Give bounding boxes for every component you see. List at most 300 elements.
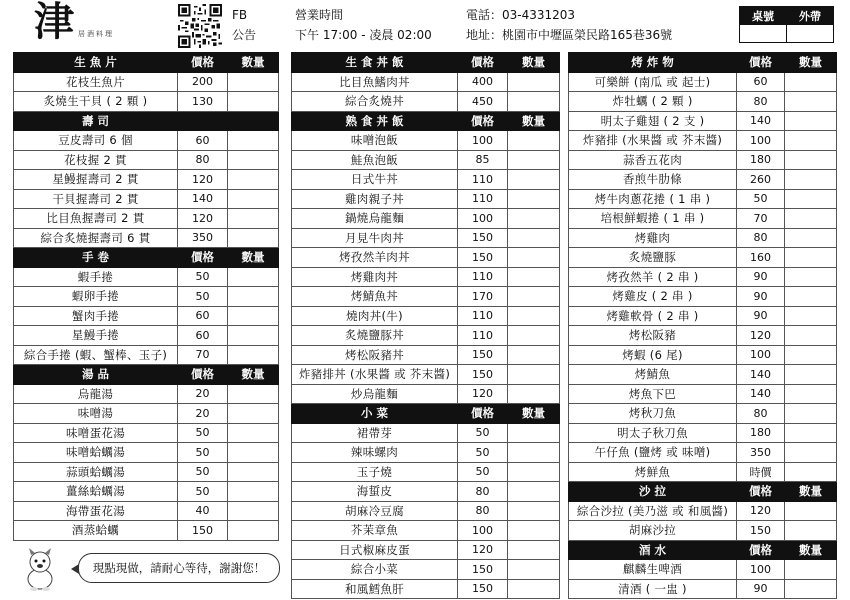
- item-price: 110: [458, 267, 508, 287]
- quantity-field[interactable]: [508, 228, 560, 248]
- item-name: 烤鯖魚: [569, 365, 737, 385]
- menu-item-row: [14, 501, 279, 521]
- section-title: 壽 司: [14, 111, 178, 131]
- item-name: 烤松阪豬: [569, 326, 737, 346]
- quantity-field[interactable]: [785, 170, 837, 190]
- quantity-field[interactable]: [228, 267, 279, 287]
- section-title: 生 食 丼 飯: [292, 53, 458, 73]
- item-name: 可樂餅 (南瓜 或 起士): [569, 72, 737, 92]
- menu-item-row: [14, 384, 279, 404]
- quantity-field[interactable]: [508, 443, 560, 463]
- item-price: 60: [737, 72, 785, 92]
- item-price: 140: [737, 365, 785, 385]
- menu-item-row: [569, 92, 837, 112]
- section-title: 小 菜: [292, 404, 458, 424]
- quantity-field[interactable]: [228, 443, 279, 463]
- item-price: 50: [178, 287, 228, 307]
- menu-item-row: [292, 365, 560, 385]
- quantity-field[interactable]: [785, 131, 837, 151]
- quantity-field[interactable]: [228, 462, 279, 482]
- quantity-field[interactable]: [508, 579, 560, 599]
- quantity-field[interactable]: [785, 306, 837, 326]
- item-price: 120: [737, 501, 785, 521]
- quantity-field[interactable]: [228, 384, 279, 404]
- quantity-field[interactable]: [228, 423, 279, 443]
- menu-item-row: [14, 170, 279, 190]
- item-name: 比目魚握壽司 2 貫: [14, 209, 178, 229]
- qr-code-icon[interactable]: [178, 4, 222, 48]
- quantity-field[interactable]: [785, 267, 837, 287]
- takeout-field[interactable]: [787, 25, 834, 43]
- quantity-field[interactable]: [508, 267, 560, 287]
- menu-item-row: [292, 482, 560, 502]
- quantity-field[interactable]: [508, 521, 560, 541]
- item-price: 80: [458, 501, 508, 521]
- menu-table: [568, 52, 837, 599]
- section-title: 手 卷: [14, 248, 178, 268]
- quantity-field[interactable]: [785, 560, 837, 580]
- quantity-field[interactable]: [508, 560, 560, 580]
- item-name: 蒜頭蛤蠣湯: [14, 462, 178, 482]
- quantity-field[interactable]: [228, 150, 279, 170]
- menu-item-row: [14, 423, 279, 443]
- quantity-field[interactable]: [508, 345, 560, 365]
- quantity-column-header: 數量: [228, 53, 279, 73]
- section-header: [292, 53, 560, 73]
- item-price: 110: [458, 170, 508, 190]
- quantity-field[interactable]: [228, 326, 279, 346]
- quantity-field[interactable]: [508, 248, 560, 268]
- menu-item-row: [14, 131, 279, 151]
- quantity-field[interactable]: [785, 111, 837, 131]
- price-column-header: [178, 111, 228, 131]
- item-name: 炙燒鹽豚丼: [292, 326, 458, 346]
- quantity-field[interactable]: [785, 326, 837, 346]
- quantity-field[interactable]: [508, 287, 560, 307]
- quantity-field[interactable]: [508, 209, 560, 229]
- item-name: 烤鮮魚: [569, 462, 737, 482]
- item-name: 和風鱈魚肝: [292, 579, 458, 599]
- item-price: 40: [178, 501, 228, 521]
- menu-item-row: [14, 306, 279, 326]
- item-price: 180: [737, 150, 785, 170]
- quantity-field[interactable]: [785, 501, 837, 521]
- menu-item-row: [14, 209, 279, 229]
- item-price: 50: [178, 267, 228, 287]
- takeout-label: 外帶: [787, 7, 834, 25]
- item-price: 100: [737, 345, 785, 365]
- item-name: 綜合小菜: [292, 560, 458, 580]
- section-header: [292, 111, 560, 131]
- quantity-field[interactable]: [228, 170, 279, 190]
- item-name: 星鰻握壽司 2 貫: [14, 170, 178, 190]
- item-price: 110: [458, 189, 508, 209]
- menu-column-3: [568, 52, 837, 599]
- item-price: 50: [178, 423, 228, 443]
- item-name: 燒肉丼(牛): [292, 306, 458, 326]
- item-price: 90: [737, 267, 785, 287]
- menu-item-row: [569, 228, 837, 248]
- quantity-field[interactable]: [508, 501, 560, 521]
- item-price: 120: [458, 540, 508, 560]
- item-price: 150: [458, 228, 508, 248]
- quantity-field[interactable]: [508, 150, 560, 170]
- quantity-field[interactable]: [228, 209, 279, 229]
- quantity-field[interactable]: [508, 423, 560, 443]
- item-price: 150: [458, 248, 508, 268]
- quantity-column-header: 數量: [785, 540, 837, 560]
- menu-item-row: [569, 326, 837, 346]
- item-name: 胡麻沙拉: [569, 521, 737, 541]
- quantity-field[interactable]: [228, 189, 279, 209]
- menu-item-row: [569, 131, 837, 151]
- quantity-column-header: 數量: [228, 365, 279, 385]
- menu-item-row: [14, 92, 279, 112]
- item-price: 90: [737, 306, 785, 326]
- quantity-field[interactable]: [785, 521, 837, 541]
- item-price: 150: [458, 345, 508, 365]
- item-name: 明太子秋刀魚: [569, 423, 737, 443]
- item-price: 70: [178, 345, 228, 365]
- item-name: 蝦手捲: [14, 267, 178, 287]
- item-name: 綜合沙拉 (美乃滋 或 和風醬): [569, 501, 737, 521]
- quantity-field[interactable]: [508, 482, 560, 502]
- item-price: 260: [737, 170, 785, 190]
- item-price: 130: [178, 92, 228, 112]
- quantity-column-header: 數量: [785, 482, 837, 502]
- quantity-field[interactable]: [228, 404, 279, 424]
- item-price: 150: [458, 560, 508, 580]
- item-price: 160: [737, 248, 785, 268]
- quantity-field[interactable]: [785, 209, 837, 229]
- item-name: 花枝生魚片: [14, 72, 178, 92]
- price-column-header: 價格: [178, 365, 228, 385]
- quantity-field[interactable]: [228, 521, 279, 541]
- menu-item-row: [292, 267, 560, 287]
- menu-item-row: [292, 72, 560, 92]
- item-name: 培根鮮蝦捲 ( 1 串 ): [569, 209, 737, 229]
- item-price: 50: [458, 462, 508, 482]
- item-name: 烤魚下巴: [569, 384, 737, 404]
- item-name: 烤蝦 (6 尾): [569, 345, 737, 365]
- quantity-field[interactable]: [508, 384, 560, 404]
- section-title: 烤 炸 物: [569, 53, 737, 73]
- menu-item-row: [14, 521, 279, 541]
- price-column-header: 價格: [737, 482, 785, 502]
- menu-item-row: [569, 248, 837, 268]
- quantity-field[interactable]: [228, 131, 279, 151]
- menu-item-row: [292, 560, 560, 580]
- quantity-column-header: 數量: [785, 53, 837, 73]
- item-price: 100: [458, 521, 508, 541]
- menu-item-row: [569, 170, 837, 190]
- price-column-header: 價格: [178, 53, 228, 73]
- quantity-field[interactable]: [228, 72, 279, 92]
- quantity-field[interactable]: [785, 462, 837, 482]
- item-name: 味噌泡飯: [292, 131, 458, 151]
- menu-item-row: [569, 443, 837, 463]
- hours-value: 下午 17:00 - 凌晨 02:00: [295, 28, 432, 42]
- item-name: 蟹肉手捲: [14, 306, 178, 326]
- item-name: 綜合手捲 (蝦、蟹棒、玉子): [14, 345, 178, 365]
- item-name: 鍋燒烏龍麵: [292, 209, 458, 229]
- menu-item-row: [569, 111, 837, 131]
- menu-item-row: [569, 423, 837, 443]
- item-price: 100: [737, 131, 785, 151]
- menu-item-row: [292, 423, 560, 443]
- menu-item-row: [569, 209, 837, 229]
- menu-item-row: [292, 345, 560, 365]
- item-name: 干貝握壽司 2 貫: [14, 189, 178, 209]
- item-price: 110: [458, 326, 508, 346]
- section-header: [569, 53, 837, 73]
- notice-label: 公告: [232, 28, 257, 42]
- section-header: [14, 365, 279, 385]
- menu-item-row: [292, 248, 560, 268]
- menu-item-row: [14, 404, 279, 424]
- bulldog-mascot-icon: [20, 545, 60, 591]
- item-name: 烤孜然羊肉丼: [292, 248, 458, 268]
- menu-item-row: [569, 306, 837, 326]
- item-name: 炸豬排 (水果醬 或 芥末醬): [569, 131, 737, 151]
- item-name: 炸豬排丼 (水果醬 或 芥末醬): [292, 365, 458, 385]
- item-name: 月見牛肉丼: [292, 228, 458, 248]
- price-column-header: 價格: [458, 111, 508, 131]
- item-name: 烤孜然羊 ( 2 串 ): [569, 267, 737, 287]
- quantity-field[interactable]: [785, 423, 837, 443]
- section-header: [14, 248, 279, 268]
- menu-item-row: [292, 287, 560, 307]
- section-header: [292, 404, 560, 424]
- item-price: 90: [737, 287, 785, 307]
- table-number-field[interactable]: [740, 25, 787, 43]
- item-name: 味噌蛤蠣湯: [14, 443, 178, 463]
- item-name: 胡麻冷豆腐: [292, 501, 458, 521]
- quantity-field[interactable]: [508, 540, 560, 560]
- quantity-field[interactable]: [228, 92, 279, 112]
- item-name: 花枝握 2 貫: [14, 150, 178, 170]
- section-title: 熟 食 丼 飯: [292, 111, 458, 131]
- item-price: 80: [737, 404, 785, 424]
- item-name: 玉子燒: [292, 462, 458, 482]
- item-price: 50: [458, 443, 508, 463]
- quantity-column-header: 數量: [508, 404, 560, 424]
- quantity-field[interactable]: [228, 345, 279, 365]
- item-name: 炙燒生干貝 ( 2 顆 ): [14, 92, 178, 112]
- menu-column-1: [13, 52, 279, 541]
- item-price: 50: [458, 423, 508, 443]
- quantity-field[interactable]: [785, 72, 837, 92]
- menu-item-row: [569, 501, 837, 521]
- menu-item-row: [14, 189, 279, 209]
- quantity-field[interactable]: [785, 228, 837, 248]
- menu-item-row: [292, 540, 560, 560]
- item-name: 烤牛肉蔥花捲 ( 1 串 ): [569, 189, 737, 209]
- menu-item-row: [569, 267, 837, 287]
- item-price: 180: [737, 423, 785, 443]
- quantity-field[interactable]: [508, 189, 560, 209]
- item-name: 裙帶芽: [292, 423, 458, 443]
- quantity-column-header: 數量: [508, 53, 560, 73]
- quantity-field[interactable]: [785, 365, 837, 385]
- quantity-field[interactable]: [785, 579, 837, 599]
- quantity-field[interactable]: [508, 462, 560, 482]
- item-name: 烤秋刀魚: [569, 404, 737, 424]
- item-price: 350: [178, 228, 228, 248]
- item-name: 比目魚鰭肉丼: [292, 72, 458, 92]
- item-name: 豆皮壽司 6 個: [14, 131, 178, 151]
- menu-header: [0, 0, 850, 50]
- quantity-field[interactable]: [228, 501, 279, 521]
- quantity-field[interactable]: [508, 326, 560, 346]
- price-column-header: 價格: [178, 248, 228, 268]
- item-name: 午仔魚 (鹽烤 或 味噌): [569, 443, 737, 463]
- quantity-field[interactable]: [228, 228, 279, 248]
- order-type-box: [739, 6, 834, 43]
- menu-item-row: [569, 345, 837, 365]
- hours-label: 營業時間: [295, 8, 344, 22]
- item-name: 烤雞皮 ( 2 串 ): [569, 287, 737, 307]
- item-price: 60: [178, 306, 228, 326]
- menu-item-row: [569, 579, 837, 599]
- item-price: 150: [178, 521, 228, 541]
- item-name: 炸牡蠣 ( 2 顆 ): [569, 92, 737, 112]
- item-price: 150: [737, 521, 785, 541]
- menu-item-row: [292, 501, 560, 521]
- item-price: 200: [178, 72, 228, 92]
- menu-item-row: [292, 92, 560, 112]
- item-price: 50: [178, 482, 228, 502]
- menu-item-row: [14, 482, 279, 502]
- quantity-field[interactable]: [508, 72, 560, 92]
- quantity-field[interactable]: [785, 345, 837, 365]
- menu-item-row: [569, 521, 837, 541]
- quantity-field[interactable]: [785, 404, 837, 424]
- quantity-field[interactable]: [785, 248, 837, 268]
- item-price: 80: [178, 150, 228, 170]
- menu-item-row: [292, 462, 560, 482]
- item-price: 50: [178, 462, 228, 482]
- menu-item-row: [292, 326, 560, 346]
- item-name: 蝦卵手捲: [14, 287, 178, 307]
- item-price: 20: [178, 404, 228, 424]
- item-price: 50: [178, 443, 228, 463]
- menu-item-row: [292, 170, 560, 190]
- item-price: 120: [178, 209, 228, 229]
- item-price: 70: [737, 209, 785, 229]
- item-name: 烤雞肉丼: [292, 267, 458, 287]
- item-price: 120: [737, 326, 785, 346]
- item-price: 140: [737, 111, 785, 131]
- item-name: 海帶蛋花湯: [14, 501, 178, 521]
- item-name: 明太子雞翅 ( 2 支 ): [569, 111, 737, 131]
- menu-item-row: [14, 345, 279, 365]
- menu-item-row: [292, 384, 560, 404]
- quantity-field[interactable]: [508, 92, 560, 112]
- item-name: 綜合炙燒握壽司 6 貫: [14, 228, 178, 248]
- quantity-field[interactable]: [508, 365, 560, 385]
- price-column-header: 價格: [737, 540, 785, 560]
- item-name: 味噌湯: [14, 404, 178, 424]
- menu-item-row: [292, 228, 560, 248]
- price-column-header: 價格: [458, 404, 508, 424]
- item-name: 烤雞軟骨 ( 2 串 ): [569, 306, 737, 326]
- quantity-field[interactable]: [785, 92, 837, 112]
- menu-item-row: [292, 579, 560, 599]
- item-name: 炒烏龍麵: [292, 384, 458, 404]
- menu-item-row: [569, 287, 837, 307]
- quantity-field[interactable]: [785, 189, 837, 209]
- item-name: 日式牛丼: [292, 170, 458, 190]
- quantity-field[interactable]: [785, 150, 837, 170]
- item-name: 海蜇皮: [292, 482, 458, 502]
- menu-item-row: [569, 560, 837, 580]
- quantity-field[interactable]: [785, 287, 837, 307]
- item-name: 鮭魚泡飯: [292, 150, 458, 170]
- item-name: 綜合炙燒丼: [292, 92, 458, 112]
- item-price: 時價: [737, 462, 785, 482]
- quantity-field[interactable]: [508, 306, 560, 326]
- section-header: [569, 540, 837, 560]
- menu-item-row: [14, 326, 279, 346]
- item-name: 烤松阪豬丼: [292, 345, 458, 365]
- item-price: 110: [458, 306, 508, 326]
- quantity-field[interactable]: [228, 287, 279, 307]
- item-name: 炙燒鹽豚: [569, 248, 737, 268]
- item-name: 蒜香五花肉: [569, 150, 737, 170]
- menu-item-row: [14, 267, 279, 287]
- item-name: 星鰻手捲: [14, 326, 178, 346]
- item-price: 80: [737, 228, 785, 248]
- menu-item-row: [569, 365, 837, 385]
- phone-number: 電話：03-4331203: [466, 8, 576, 22]
- item-name: 薑絲蛤蠣湯: [14, 482, 178, 502]
- menu-item-row: [292, 443, 560, 463]
- menu-item-row: [14, 72, 279, 92]
- menu-item-row: [292, 521, 560, 541]
- quantity-column-header: 數量: [228, 248, 279, 268]
- quantity-field[interactable]: [785, 384, 837, 404]
- item-name: 酒蒸蛤蠣: [14, 521, 178, 541]
- menu-item-row: [292, 209, 560, 229]
- fb-link[interactable]: FB: [232, 8, 248, 22]
- menu-item-row: [14, 228, 279, 248]
- menu-item-row: [569, 404, 837, 424]
- section-title: 湯 品: [14, 365, 178, 385]
- item-price: 100: [458, 209, 508, 229]
- quantity-column-header: [228, 111, 279, 131]
- item-price: 400: [458, 72, 508, 92]
- item-price: 60: [178, 326, 228, 346]
- menu-item-row: [292, 306, 560, 326]
- item-price: 120: [458, 384, 508, 404]
- menu-item-row: [569, 462, 837, 482]
- item-name: 烏龍湯: [14, 384, 178, 404]
- menu-item-row: [292, 189, 560, 209]
- section-header: [14, 111, 279, 131]
- quantity-field[interactable]: [508, 131, 560, 151]
- item-price: 80: [737, 92, 785, 112]
- section-title: 沙 拉: [569, 482, 737, 502]
- quantity-field[interactable]: [228, 306, 279, 326]
- item-name: 辣味螺肉: [292, 443, 458, 463]
- quantity-field[interactable]: [785, 443, 837, 463]
- quantity-field[interactable]: [228, 482, 279, 502]
- table-number-label: 桌號: [740, 7, 787, 25]
- menu-item-row: [14, 150, 279, 170]
- quantity-field[interactable]: [508, 170, 560, 190]
- item-price: 140: [178, 189, 228, 209]
